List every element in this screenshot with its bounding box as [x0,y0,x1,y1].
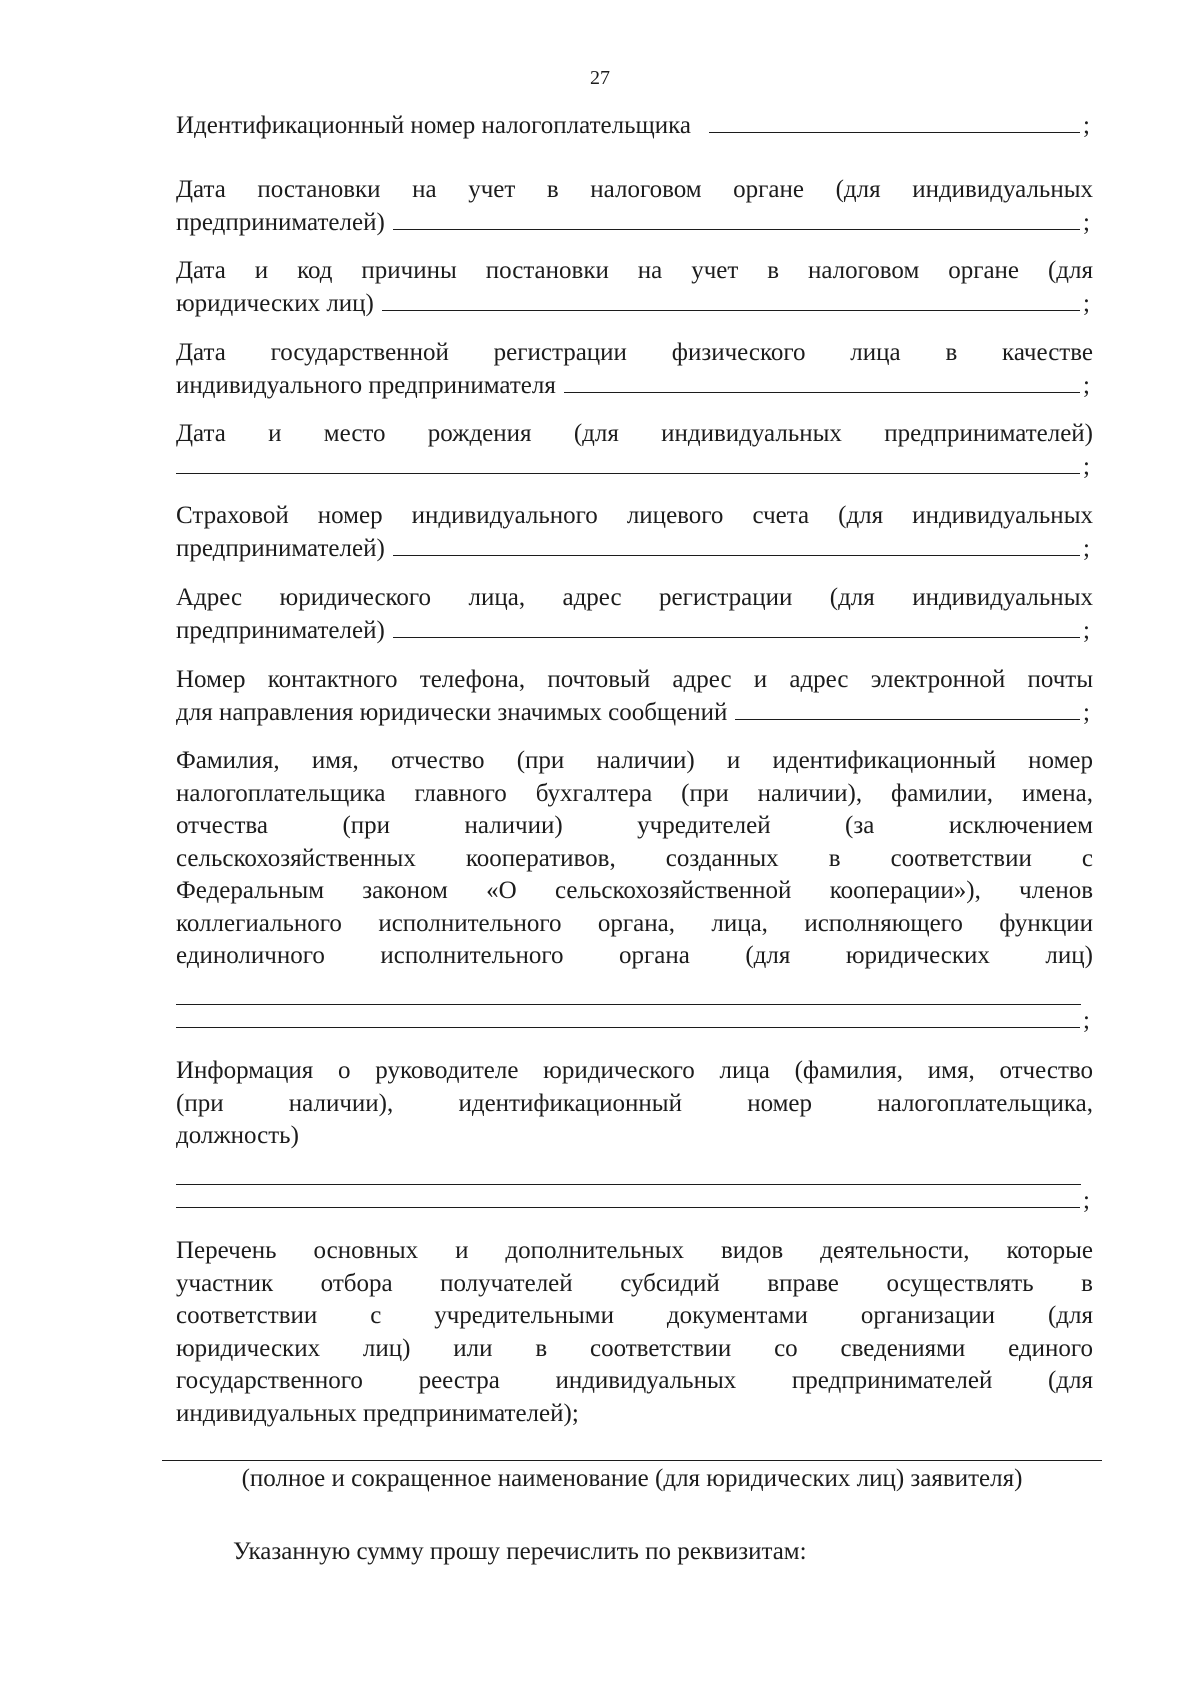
field-label: предпринимателей) [176,616,385,644]
applicant-name-line[interactable] [162,1460,1102,1461]
field-label: юридических лиц) или в соответствии со сведениями единого [176,1334,1093,1362]
field-activities [176,1235,1093,1430]
terminator: ; [1083,1007,1090,1034]
field-label: Информация о руководителе юридического лица (фамилия, имя, отчество [176,1057,1093,1084]
field-head [176,1055,1093,1218]
field-label: предпринимателей) [176,208,385,236]
field-label: предпринимателей) [176,534,385,562]
fill-line[interactable] [382,290,1080,311]
fill-line[interactable] [709,112,1080,133]
fill-line[interactable] [393,535,1080,556]
field-label: индивидуальных предпринимателей); [176,1399,579,1427]
terminator: ; [1083,112,1090,139]
terminator: ; [1083,616,1090,644]
terminator: ; [1083,452,1090,480]
terminator: ; [1083,371,1090,399]
field-contacts [176,664,1093,729]
field-kpp-ul [176,255,1093,320]
field-label: Перечень основных и дополнительных видов деятельности, которые [176,1237,1093,1264]
field-label: Дата и код причины постановки на учет в налоговом органе (для [176,257,1093,284]
field-label: коллегиального исполнительного органа, лица, исполняющего функции [176,909,1093,937]
field-label: должность) [176,1122,299,1149]
field-label: государственного реестра индивидуальных предпринимателей (для [176,1367,1093,1394]
terminator: ; [1083,698,1090,726]
field-label: Фамилия, имя, отчество (при наличии) и идентификационный номер [176,747,1093,774]
field-label: Идентификационный номер налогоплательщика [176,112,692,139]
field-label: участник отбора получателей субсидий вправе осуществлять в [176,1269,1093,1297]
applicant-name-caption: (полное и сокращенное наименование (для юридических лиц) заявителя) [241,1465,1023,1492]
field-state-registration [176,337,1093,402]
field-founders [176,745,1093,1038]
fill-line[interactable] [393,209,1080,230]
field-label: Федеральным законом «О сельскохозяйственной кооперации»), членов [176,877,1093,904]
fill-line[interactable] [176,453,1080,474]
field-label: отчества (при наличии) учредителей (за исключением [176,812,1093,839]
field-address [176,582,1093,647]
field-label: (при наличии), идентификационный номер налогоплательщика, [176,1089,1093,1117]
fill-line[interactable] [176,1187,1080,1208]
field-reg-date-ip [176,174,1093,239]
closing-text: Указанную сумму прошу перечислить по реквизитам: [233,1538,807,1565]
field-birth [176,418,1093,483]
terminator: ; [1083,1187,1090,1214]
field-label: сельскохозяйственных кооперативов, созданных в соответствии с [176,844,1093,872]
field-label: Страховой номер индивидуального лицевого счета (для индивидуальных [176,502,1093,529]
terminator: ; [1083,208,1090,236]
fill-line[interactable] [176,1007,1080,1028]
field-label: Дата и место рождения (для индивидуальных предпринимателей) [176,420,1093,447]
fill-line[interactable] [393,617,1080,638]
field-label: налогоплательщика главного бухгалтера (при наличии), фамилии, имена, [176,779,1093,807]
field-label: для направления юридически значимых сообщений [176,698,728,726]
field-label: Адрес юридического лица, адрес регистрации (для индивидуальных [176,584,1093,611]
field-label: юридических лиц) [176,289,374,317]
fill-line[interactable] [564,372,1080,393]
field-label: Дата государственной регистрации физического лица в качестве [176,339,1093,366]
field-label: Дата постановки на учет в налоговом органе (для индивидуальных [176,176,1093,203]
terminator: ; [1083,289,1090,317]
field-label: соответствии с учредительными документами организации (для [176,1302,1093,1329]
field-inn [176,110,1093,143]
fill-line[interactable] [176,1004,1081,1005]
field-snils [176,500,1093,565]
field-label: единоличного исполнительного органа (для юридических лиц) [176,942,1093,969]
field-label: индивидуального предпринимателя [176,371,556,399]
fill-line[interactable] [735,699,1080,720]
field-label: Номер контактного телефона, почтовый адрес и адрес электронной почты [176,666,1093,693]
page-number: 27 [590,67,610,89]
terminator: ; [1083,534,1090,562]
fill-line[interactable] [176,1184,1081,1185]
